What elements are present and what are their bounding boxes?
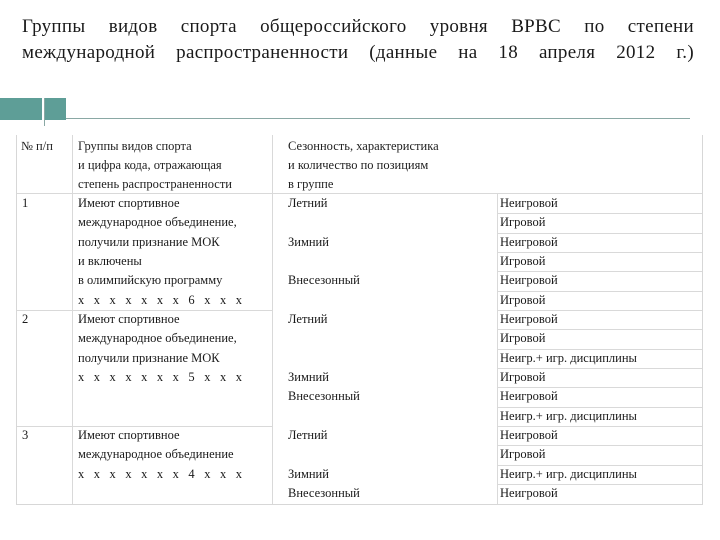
- group-3-season-winter: Зимний: [288, 467, 329, 481]
- group-1-type: Игровой: [500, 254, 546, 268]
- group-3-type: Игровой: [500, 447, 546, 461]
- group-1-season-summer: Летний: [288, 196, 328, 210]
- col-sep-1: [72, 135, 73, 504]
- group-1-season-winter: Зимний: [288, 235, 329, 249]
- header-group-line: Группы видов спорта: [78, 139, 192, 153]
- group-1-type: Неигровой: [500, 273, 558, 287]
- group-2-type: Игровой: [500, 370, 546, 384]
- group-3-desc-line: международное объединение: [78, 447, 234, 461]
- title-line-1: Группы видов спорта общероссийского уровня ВРВС по степени: [22, 16, 694, 37]
- group-2-season-offseason: Внесезонный: [288, 389, 360, 403]
- group-2-type: Игровой: [500, 331, 546, 345]
- group-1-desc-line: в олимпийскую программу: [78, 273, 223, 287]
- group-3-num: 3: [22, 428, 29, 442]
- group-1-type: Игровой: [500, 215, 546, 229]
- group-2-type: Неигр.+ игр. дисциплины: [500, 351, 637, 365]
- group-3-code: х х х х х х х 4 х х х: [78, 467, 246, 481]
- group-1-code: х х х х х х х 6 х х х: [78, 293, 246, 307]
- group-2-code: х х х х х х х 5 х х х: [78, 370, 246, 384]
- accent-divider: [44, 98, 45, 126]
- group-1-type: Неигровой: [500, 235, 558, 249]
- header-season-line: в группе: [288, 177, 334, 191]
- accent-square: [44, 98, 66, 120]
- group-2-desc-line: международное объединение,: [78, 331, 237, 345]
- group-1-season-offseason: Внесезонный: [288, 273, 360, 287]
- group-3-type: Неигровой: [500, 486, 558, 500]
- title-line-2: международной распространенности (данные на 18 апреля 2012 г.): [22, 42, 694, 63]
- header-season-line: Сезонность, характеристика: [288, 139, 439, 153]
- group-2-season-summer: Летний: [288, 312, 328, 326]
- sports-groups-table: [16, 135, 703, 505]
- group-3-type: Неигр.+ игр. дисциплины: [500, 467, 637, 481]
- header-num: № п/п: [21, 139, 53, 153]
- group-2-season-winter: Зимний: [288, 370, 329, 384]
- group-3-type: Неигровой: [500, 428, 558, 442]
- group-1-desc-line: и включены: [78, 254, 142, 268]
- group-1-type: Игровой: [500, 293, 546, 307]
- accent-bar: [0, 98, 42, 120]
- group-1-num: 1: [22, 196, 29, 210]
- group-1-desc-line: международное объединение,: [78, 215, 237, 229]
- group-2-type: Неигр.+ игр. дисциплины: [500, 409, 637, 423]
- header-season-line: и количество по позициям: [288, 158, 429, 172]
- group-1-type: Неигровой: [500, 196, 558, 210]
- group-2-desc-line: получили признание МОК: [78, 351, 220, 365]
- group-3-desc-line: Имеют спортивное: [78, 428, 180, 442]
- group-3-season-summer: Летний: [288, 428, 328, 442]
- group-2-num: 2: [22, 312, 29, 326]
- accent-rule: [66, 118, 690, 119]
- header-group-line: и цифра кода, отражающая: [78, 158, 222, 172]
- group-1-desc-line: Имеют спортивное: [78, 196, 180, 210]
- group-2-desc-line: Имеют спортивное: [78, 312, 180, 326]
- group-2-type: Неигровой: [500, 312, 558, 326]
- slide-title: [22, 14, 694, 66]
- group-3-season-offseason: Внесезонный: [288, 486, 360, 500]
- group-2-type: Неигровой: [500, 389, 558, 403]
- group-1-desc-line: получили признание МОК: [78, 235, 220, 249]
- header-group-line: степень распространенности: [78, 177, 232, 191]
- col-sep-2: [272, 135, 273, 504]
